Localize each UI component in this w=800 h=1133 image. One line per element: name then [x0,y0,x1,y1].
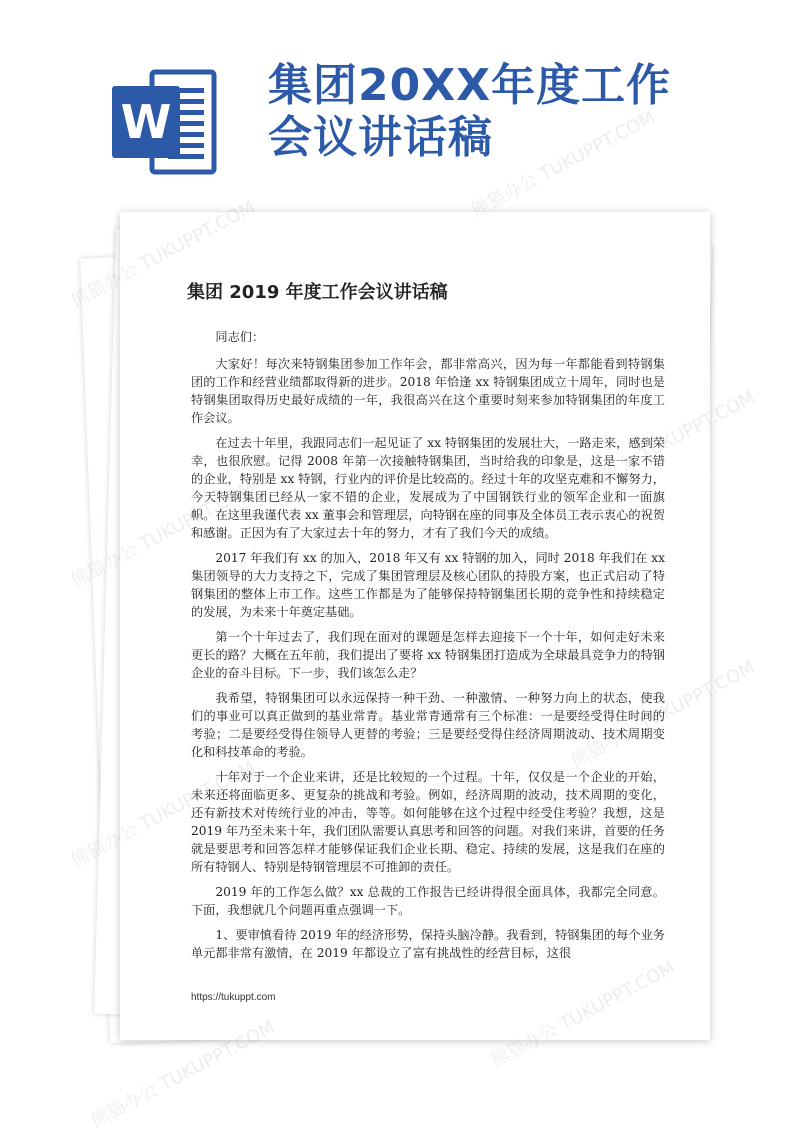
word-document-icon [108,66,220,178]
paragraph: 大家好！每次来特钢集团参加工作年会，都非常高兴，因为每一年都能看到特钢集团的工作和经营业绩都取得新的进步。2018 年恰逢 xx 特钢集团成立十周年，同时也是特钢集团取得历史最好成绩的一年，我很高兴在这个重要时刻来参加特钢集团的年度工作会议。 [191,357,665,425]
page-title: 集团20XX年度工作会议讲话稿 [268,60,672,163]
paragraph: 2019 年的工作怎么做？xx 总裁的工作报告已经讲得很全面具体，我都完全同意。下面，我想就几个问题再重点强调一下。 [191,885,665,917]
document-preview [95,212,715,1050]
paragraph: 2017 年我们有 xx 的加入，2018 年又有 xx 特钢的加入，同时 2018 年我们在 xx 集团领导的大力支持之下，完成了集团管理层及核心团队的持股方案，也正式启动了特钢集团的整体上市工作。这些工作都是为了能够保持特钢集团长期的竞争性和持续稳定的发展，为未来十年奠定基础。 [191,551,665,619]
document-body [191,328,665,969]
paragraph: 在过去十年里，我跟同志们一起见证了 xx 特钢集团的发展壮大，一路走来，感到荣幸，也很欣慰。记得 2008 年第一次接触特钢集团，当时给我的印象是，这是一家不错的企业，特别是 xx 特钢，行业内的评价是比较高的。经过十年的攻坚克难和不懈努力，今天特钢集团已经从一家不错的企业，发展成为了中国钢铁行业的领军企业和一面旗帜。在这里我谨代表 xx 董事会和管理层，向特钢在座的同事及全体员工表示衷心的祝贺和感谢。正因为有了大家过去十年的努力，才有了我们今天的成绩。 [191,436,665,540]
watermark: 熊猫办公 TUKUPPT.COM [87,1016,279,1132]
document-page [120,212,710,1040]
footer-url[interactable]: https://tukuppt.com [191,992,276,1003]
paragraph: 1、要审慎看待 2019 年的经济形势，保持头脑冷静。我看到，特钢集团的每个业务单元都非常有激情，在 2019 年都设立了富有挑战性的经营目标，这很 [191,928,665,960]
paragraph: 十年对于一个企业来讲，还是比较短的一个过程。十年，仅仅是一个企业的开始，未来还将面临更多、更复杂的挑战和考验。例如，经济周期的波动，技术周期的变化，还有新技术对传统行业的冲击，等等。如何能够在这个过程中经受住考验？我想，这是 2019 年乃至未来十年，我们团队需要认真思考和回答的问题。对我们来讲，首要的任务就是要思考和回答怎样才能够保证我们企业长期、稳定、持续的发展，这是我们在座的所有特钢人、特别是特钢管理层不可推卸的责任。 [191,770,665,874]
header-banner [0,0,800,200]
paragraph: 我希望，特钢集团可以永远保持一种干劲、一种激情、一种努力向上的状态，使我们的事业可以真正做到的基业常青。基业常青通常有三个标准：一是要经受得住时间的考验；二是要经受得住领导人更替的考验；三是要经受得住经济周期波动、技术周期变化和科技革命的考验。 [191,691,665,759]
paragraph: 第一个十年过去了，我们现在面对的课题是怎样去迎接下一个十年，如何走好未来更长的路？大概在五年前，我们提出了要将 xx 特钢集团打造成为全球最具竞争力的特钢企业的奋斗目标。下一步，我们该怎么走？ [191,630,665,680]
greeting: 同志们： [215,330,265,344]
svg-text:W: W [120,95,172,149]
document-title: 集团 2019 年度工作会议讲话稿 [187,282,448,303]
watermark: 熊猫办公 TUKUPPT.COM [467,106,659,222]
